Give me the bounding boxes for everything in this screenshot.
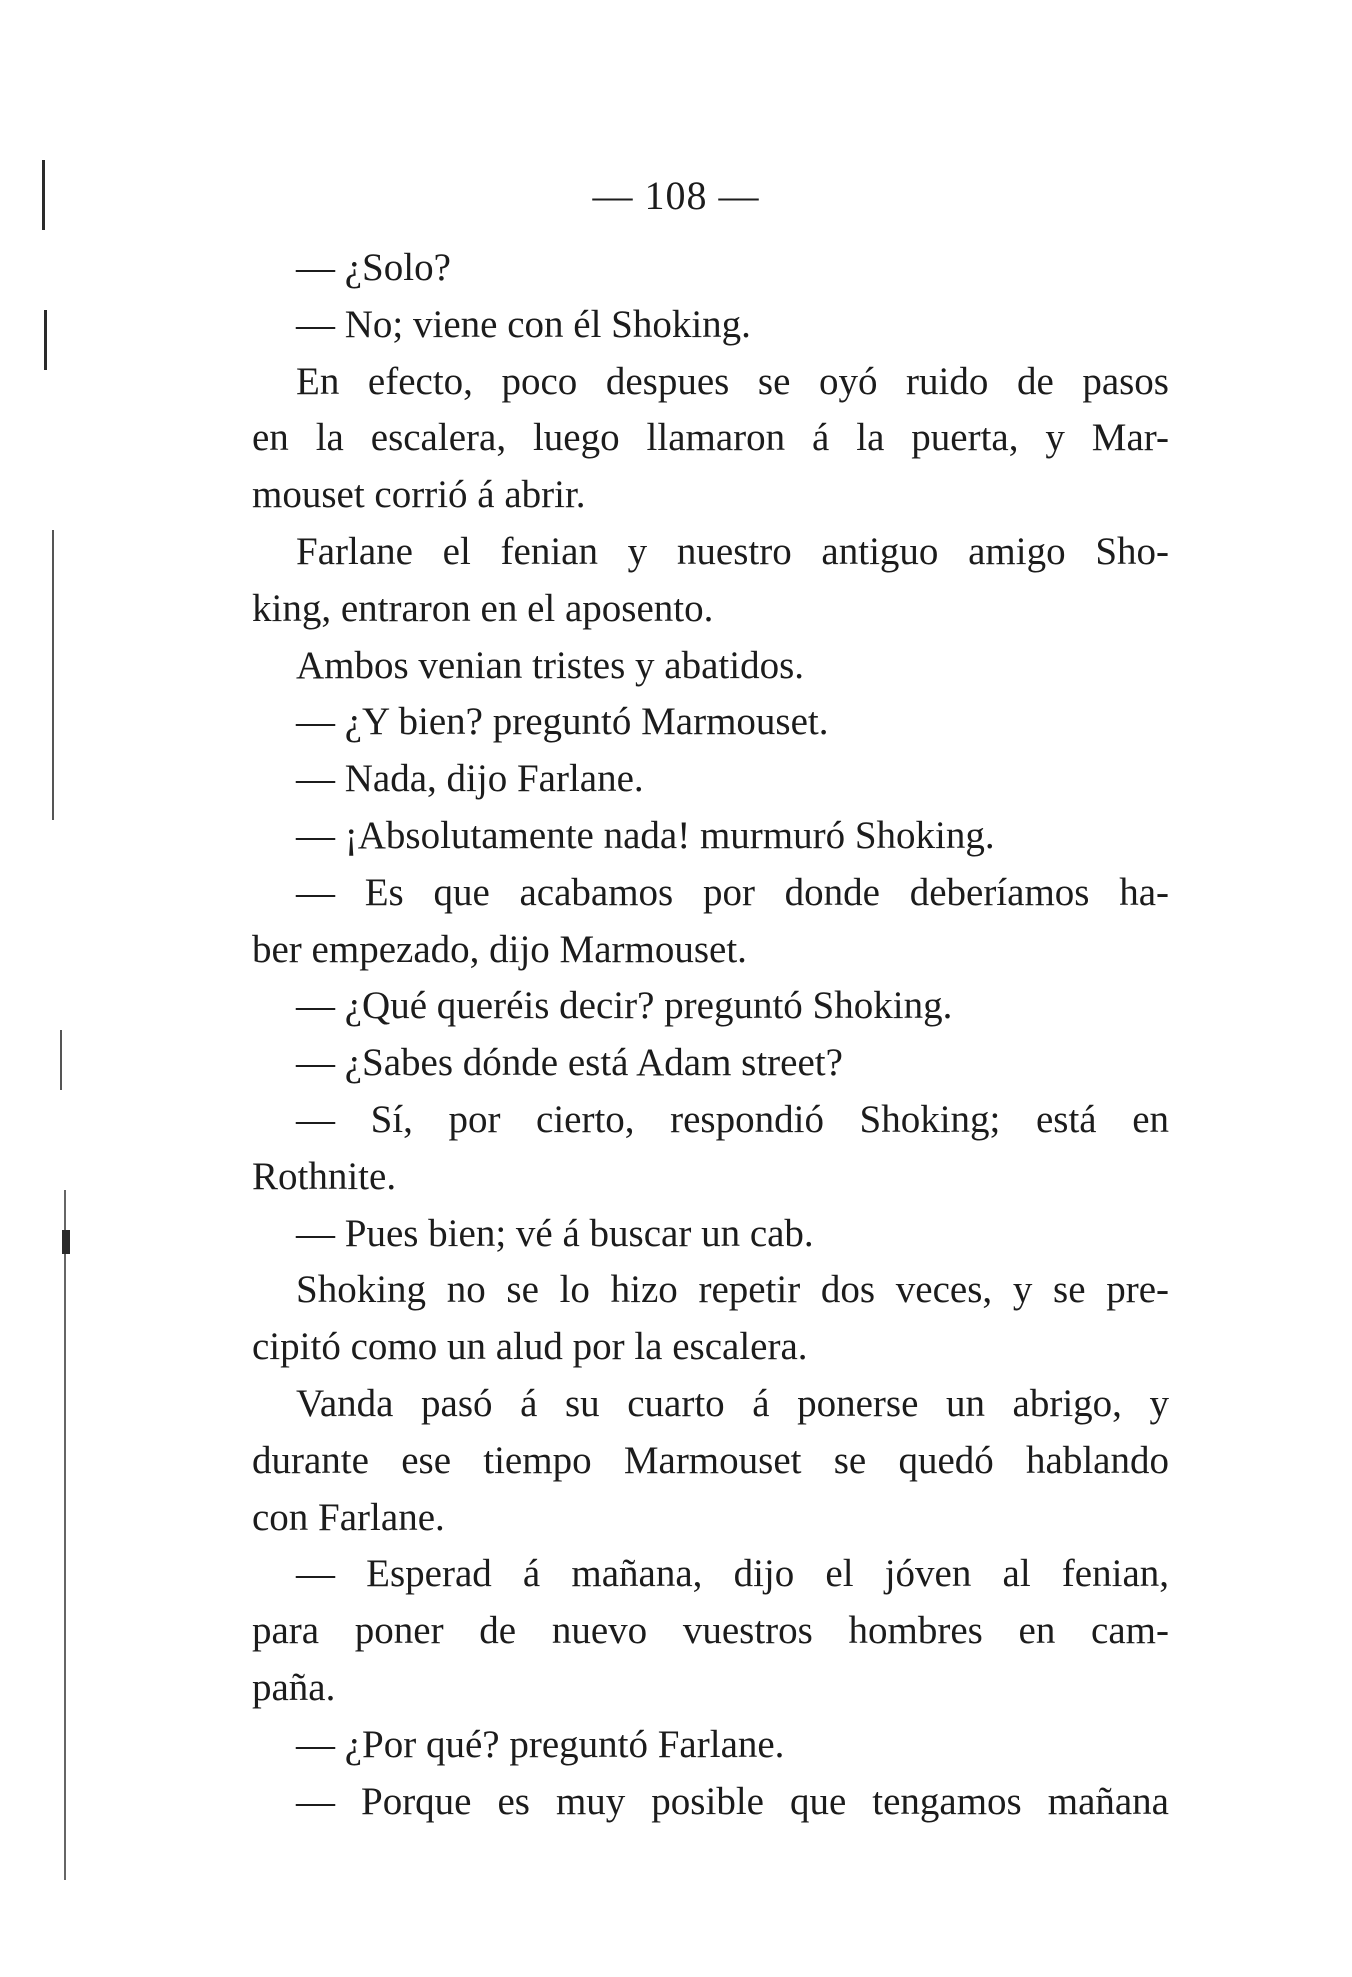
page-number: — 108 —	[592, 173, 760, 218]
text-line: — No; viene con él Shoking.	[296, 302, 751, 346]
scan-edge-mark	[44, 310, 47, 370]
text-line: cipitó como un alud por la escalera.	[252, 1325, 808, 1369]
text-line: — Sí, por cierto, respondió Shoking; está en	[296, 1097, 1169, 1141]
text-line: durante ese tiempo Marmouset se quedó hablando	[252, 1438, 1169, 1482]
text-line: — ¿Sabes dónde está Adam street?	[296, 1041, 843, 1085]
text-line: en la escalera, luego llamaron á la puerta, y Mar-	[252, 416, 1169, 460]
text-line: — Es que acabamos por donde deberíamos ha-	[296, 870, 1169, 914]
text-line: — Esperad á mañana, dijo el jóven al fenian,	[296, 1552, 1169, 1596]
text-line: — Nada, dijo Farlane.	[296, 757, 644, 801]
scan-edge-mark	[60, 1030, 62, 1090]
scan-edge-mark	[64, 1190, 66, 1880]
text-line: — ¡Absolutamente nada! murmuró Shoking.	[296, 813, 995, 857]
text-line: Vanda pasó á su cuarto á ponerse un abrigo, y	[296, 1381, 1169, 1425]
text-line: En efecto, poco despues se oyó ruido de pasos	[296, 359, 1169, 403]
text-line: Ambos venian tristes y abatidos.	[296, 643, 805, 687]
text-line: — ¿Solo?	[296, 246, 451, 289]
body-text	[252, 240, 1169, 1830]
text-line: con Farlane.	[252, 1495, 445, 1539]
scan-edge-mark	[52, 530, 54, 820]
text-line: Farlane el fenian y nuestro antiguo amigo Sho-	[296, 529, 1169, 573]
text-line: — Pues bien; vé á buscar un cab.	[296, 1211, 814, 1255]
text-line: ber empezado, dijo Marmouset.	[252, 927, 747, 971]
text-line: Shoking no se lo hizo repetir dos veces, y se pre-	[296, 1268, 1169, 1312]
text-line: paña.	[252, 1665, 336, 1709]
scan-edge-mark	[62, 1230, 70, 1254]
text-line: — ¿Por qué? preguntó Farlane.	[296, 1722, 785, 1766]
text-line: Rothnite.	[252, 1154, 397, 1198]
text-line: king, entraron en el aposento.	[252, 586, 714, 630]
text-line: — ¿Qué queréis decir? preguntó Shoking.	[296, 984, 953, 1028]
text-line: mouset corrió á abrir.	[252, 473, 586, 517]
text-line: para poner de nuevo vuestros hombres en cam-	[252, 1609, 1169, 1653]
text-line: — ¿Y bien? preguntó Marmouset.	[296, 700, 829, 744]
text-line: — Porque es muy posible que tengamos mañana	[296, 1779, 1169, 1823]
